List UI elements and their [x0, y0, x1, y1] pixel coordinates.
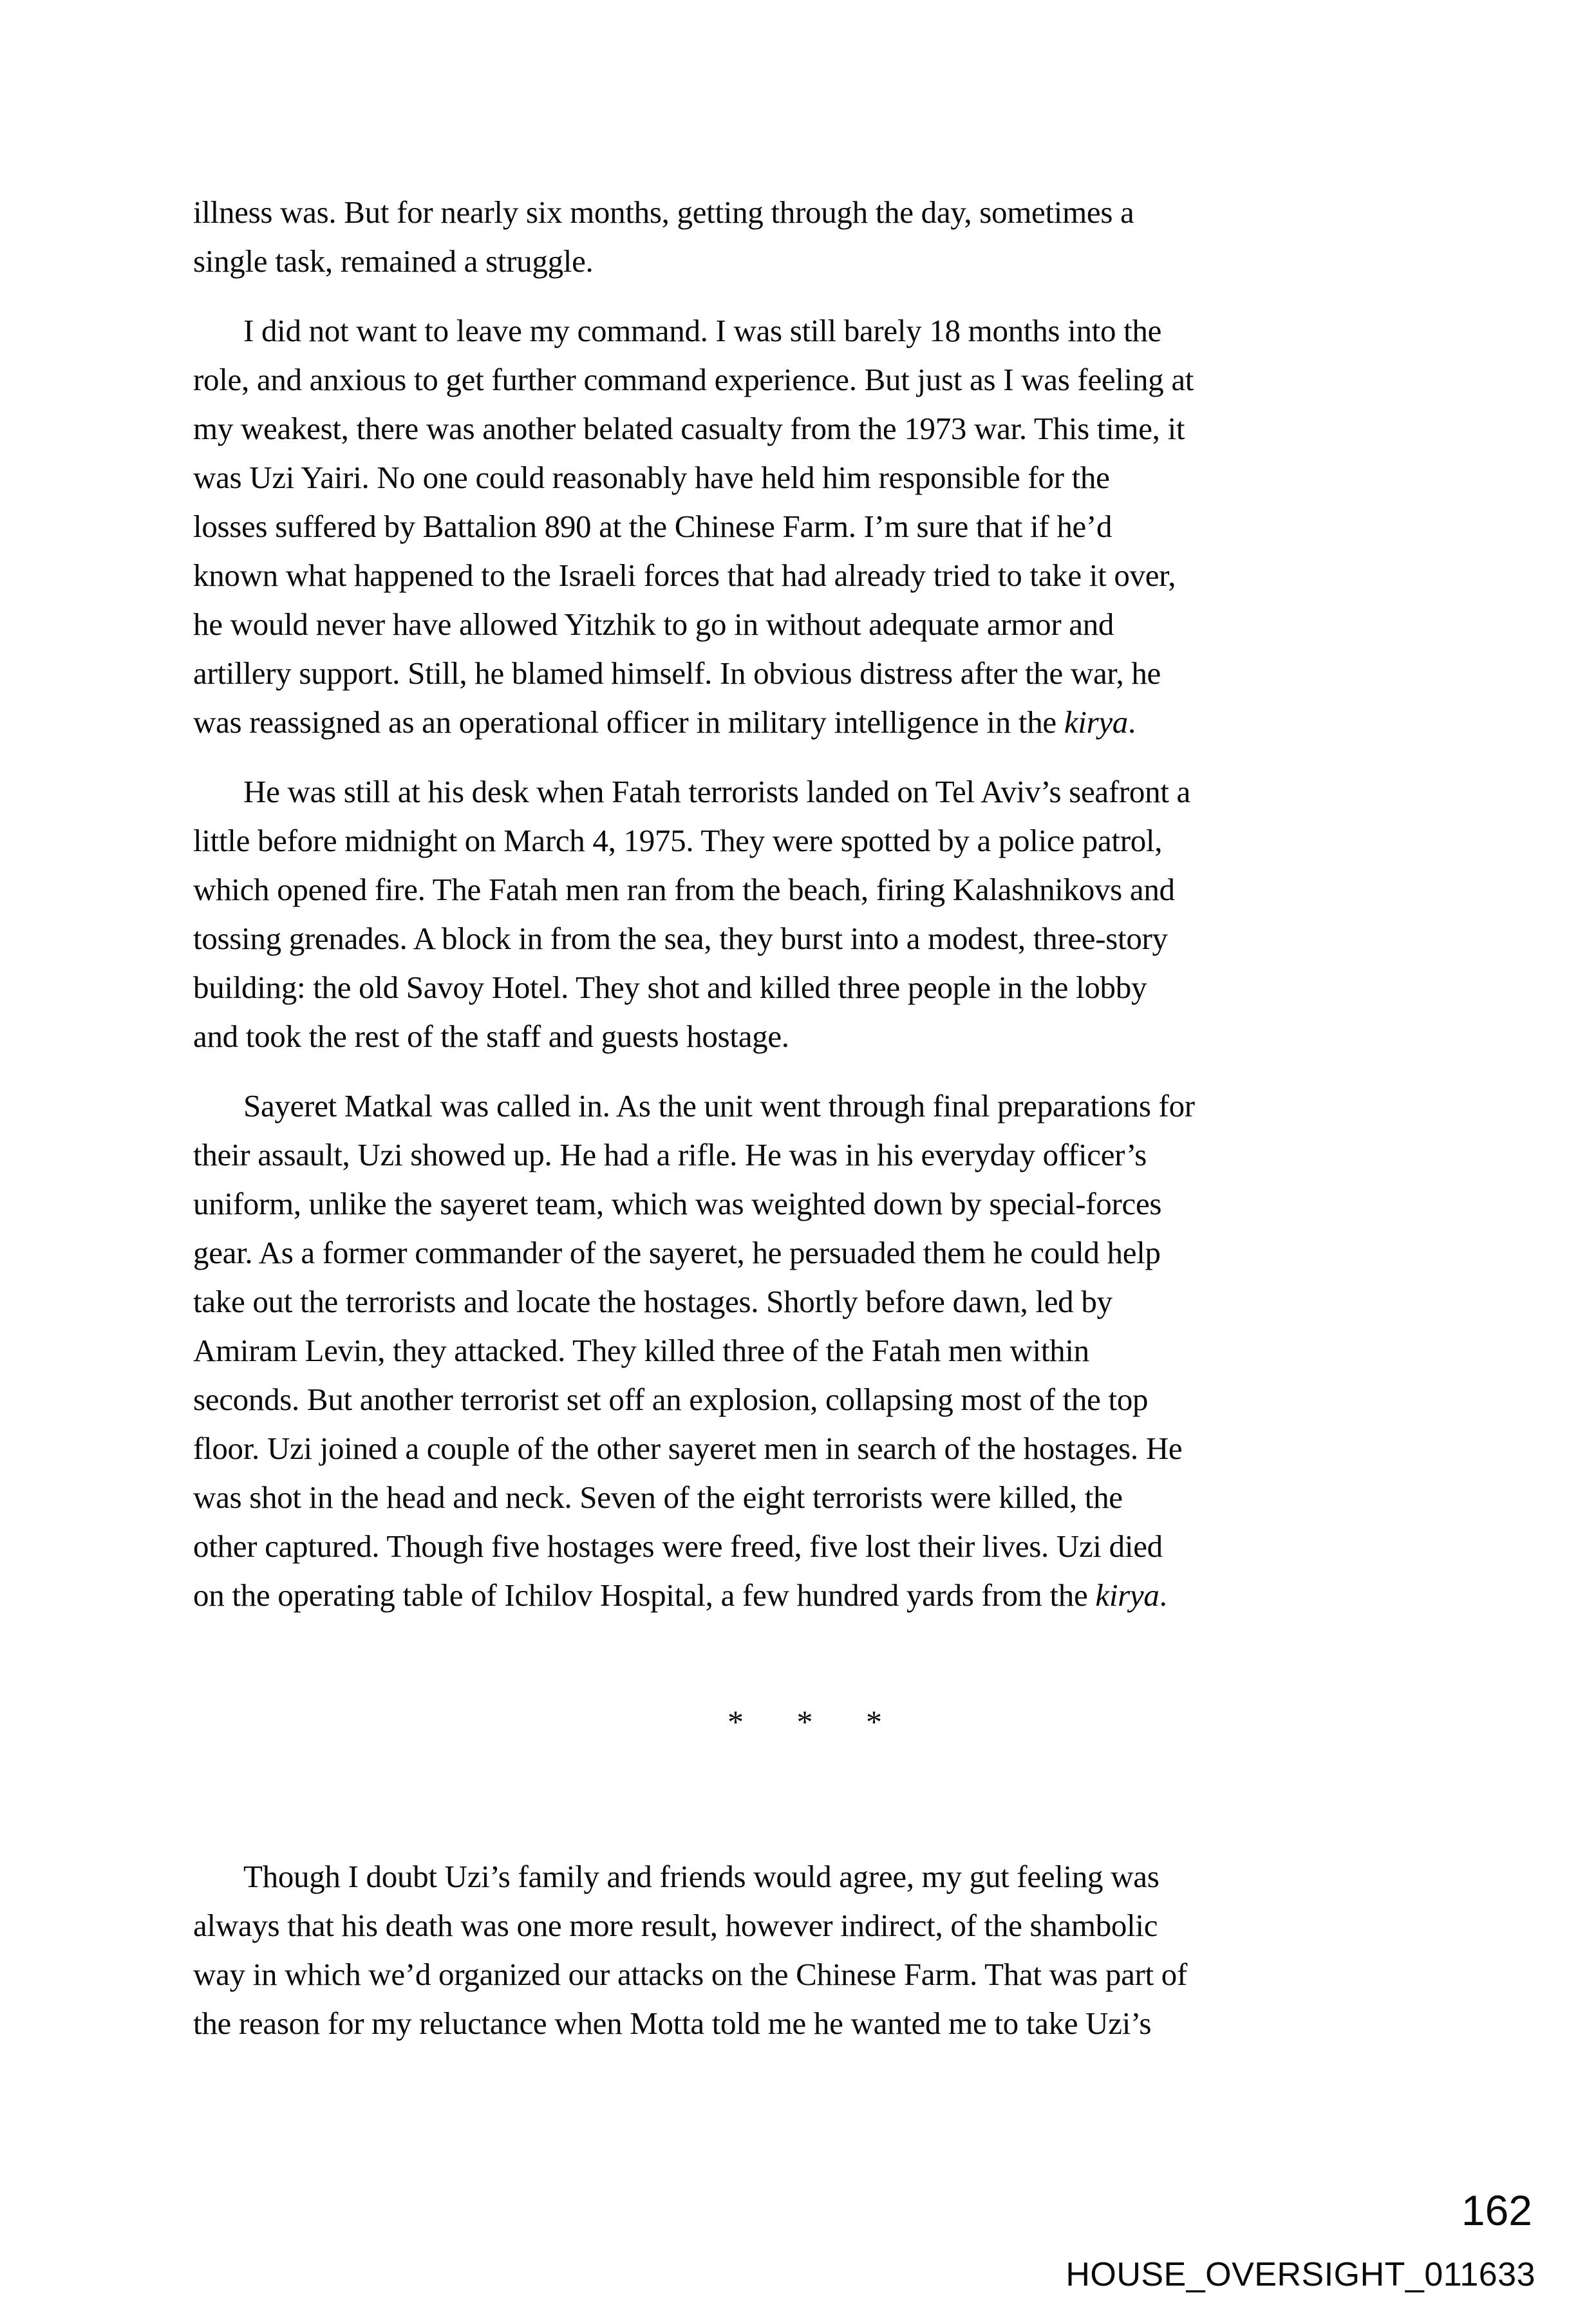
text-line: always that his death was one more result, however indirect, of the shambolic	[193, 1908, 1158, 1943]
text-line: artillery support. Still, he blamed himself. In obvious distress after the war, he	[193, 655, 1161, 691]
text-line: was reassigned as an operational officer in military intelligence in the kirya.	[193, 704, 1136, 740]
watermark-stamp: HOUSE_OVERSIGHT_011633	[1066, 2256, 1535, 2293]
text-line: their assault, Uzi showed up. He had a rifle. He was in his everyday officer’s	[193, 1137, 1147, 1172]
paragraph	[193, 1852, 1416, 2048]
section-break-asterisks: * * *	[728, 1704, 882, 1740]
text-line: illness was. But for nearly six months, getting through the day, sometimes a	[193, 194, 1134, 230]
text-line: I did not want to leave my command. I was still barely 18 months into the	[243, 313, 1162, 348]
text-line: seconds. But another terrorist set off an explosion, collapsing most of the top	[193, 1382, 1149, 1417]
text-line: floor. Uzi joined a couple of the other sayeret men in search of the hostages. He	[193, 1431, 1183, 1466]
italic-text: kirya	[1095, 1577, 1159, 1613]
text-line: role, and anxious to get further command experience. But just as I was feeling at	[193, 362, 1194, 397]
text-line: the reason for my reluctance when Motta told me he wanted me to take Uzi’s	[193, 2006, 1152, 2041]
page-number: 162	[1461, 2186, 1532, 2234]
text-line: he would never have allowed Yitzhik to go in without adequate armor and	[193, 606, 1114, 642]
text-line: was shot in the head and neck. Seven of the eight terrorists were killed, the	[193, 1480, 1123, 1515]
text-line: single task, remained a struggle.	[193, 243, 594, 279]
text-line: gear. As a former commander of the sayeret, he persuaded them he could help	[193, 1235, 1161, 1270]
text-line: known what happened to the Israeli forces that had already tried to take it over,	[193, 558, 1176, 593]
text-line: Though I doubt Uzi’s family and friends would agree, my gut feeling was	[243, 1859, 1159, 1894]
text-line: way in which we’d organized our attacks on the Chinese Farm. That was part of	[193, 1957, 1188, 1992]
paragraph	[193, 188, 1416, 286]
paragraph	[193, 767, 1416, 1061]
text-line: other captured. Though five hostages were freed, five lost their lives. Uzi died	[193, 1528, 1163, 1564]
body-text	[193, 188, 1416, 2048]
italic-text: kirya	[1064, 704, 1128, 740]
text-line: He was still at his desk when Fatah terrorists landed on Tel Aviv’s seafront a	[243, 774, 1191, 809]
text-line: little before midnight on March 4, 1975. They were spotted by a police patrol,	[193, 823, 1163, 858]
text-line: building: the old Savoy Hotel. They shot and killed three people in the lobby	[193, 970, 1147, 1005]
text-line: Sayeret Matkal was called in. As the unit went through final preparations for	[243, 1088, 1195, 1123]
text-line: and took the rest of the staff and guests hostage.	[193, 1019, 789, 1054]
text-line: was Uzi Yairi. No one could reasonably have held him responsible for the	[193, 460, 1110, 495]
text-line: my weakest, there was another belated casualty from the 1973 war. This time, it	[193, 411, 1185, 446]
text-line: on the operating table of Ichilov Hospital, a few hundred yards from the kirya.	[193, 1577, 1167, 1613]
text-line: losses suffered by Battalion 890 at the Chinese Farm. I’m sure that if he’d	[193, 509, 1113, 544]
text-line: uniform, unlike the sayeret team, which was weighted down by special-forces	[193, 1186, 1162, 1221]
text-line: which opened fire. The Fatah men ran from the beach, firing Kalashnikovs and	[193, 872, 1175, 907]
paragraph	[193, 306, 1416, 747]
text-line: Amiram Levin, they attacked. They killed three of the Fatah men within	[193, 1333, 1089, 1368]
text-line: tossing grenades. A block in from the sea, they burst into a modest, three-story	[193, 921, 1168, 956]
paragraph	[193, 1082, 1416, 1620]
text-line: take out the terrorists and locate the hostages. Shortly before dawn, led by	[193, 1284, 1113, 1319]
